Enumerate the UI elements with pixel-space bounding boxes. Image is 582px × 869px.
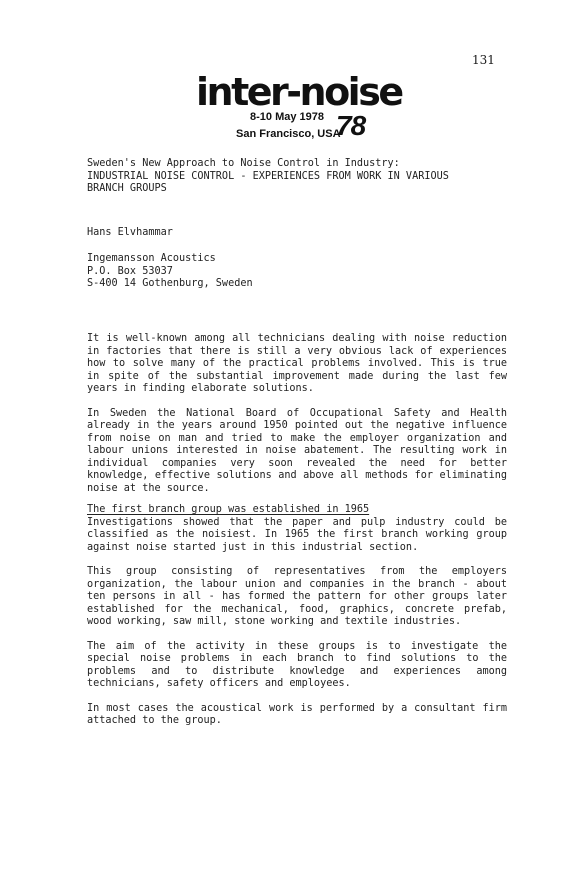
body-text — [87, 333, 507, 740]
title-line-1: Sweden's New Approach to Noise Control in Industry: — [87, 158, 400, 169]
section-heading: The first branch group was established in 1965 — [87, 504, 370, 515]
paragraph-6: In most cases the acoustical work is performed by a consultant firm attached to the group. — [87, 702, 507, 726]
author-name: Hans Elvhammar — [87, 227, 173, 238]
title-line-3: BRANCH GROUPS — [87, 183, 167, 194]
logo-year: 78 — [336, 110, 366, 141]
paragraph-1: It is well-known among all technicians dealing with noise reduction in factories that there is still a very obvious lack of experiences how to solve many of the practical problems involved. This is true in spite of the substantial improvement made during the last few years in finding elaborate solutions. — [87, 333, 507, 394]
paragraph-5: The aim of the activity in these groups is to investigate the special noise problems in each branch to find solutions to the problems and to distribute knowledge and experiences among technicians, safety officers and employees. — [87, 640, 507, 689]
page-number: 131 — [472, 53, 495, 67]
conference-logo — [196, 70, 402, 146]
logo-place: San Francisco, USA — [236, 128, 341, 140]
title-line-2: INDUSTRIAL NOISE CONTROL - EXPERIENCES FROM WORK IN VARIOUS — [87, 170, 449, 182]
paragraph-3: Investigations showed that the paper and pulp industry could be classified as the noisiest. In 1965 the first branch working group against noise started just in this industrial section. — [87, 516, 507, 553]
affiliation-organization: Ingemansson Acoustics — [87, 253, 216, 264]
logo-wordmark: inter-noise — [196, 70, 402, 114]
paragraph-2: In Sweden the National Board of Occupational Safety and Health already in the years around 1950 pointed out the negative influence from noise on man and tried to make the employer organization and labour unions interested in noise abatement. The resulting work in individual companies very soon revealed the need for better knowledge, effective solutions and above all methods for eliminating noise at the source. — [87, 407, 507, 494]
author-affiliation — [87, 253, 253, 291]
affiliation-city: S-400 14 Gothenburg, Sweden — [87, 278, 253, 289]
affiliation-po-box: P.O. Box 53037 — [87, 265, 173, 277]
logo-dates: 8-10 May 1978 — [250, 111, 324, 123]
paper-title — [87, 158, 507, 196]
paragraph-4: This group consisting of representatives from the employers organization, the labour union and companies in the branch - about ten persons in all - has formed the pattern for other groups later established for the mechanical, food, graphics, concrete prefab, wood working, saw mill, stone working and textile industries. — [87, 566, 507, 627]
